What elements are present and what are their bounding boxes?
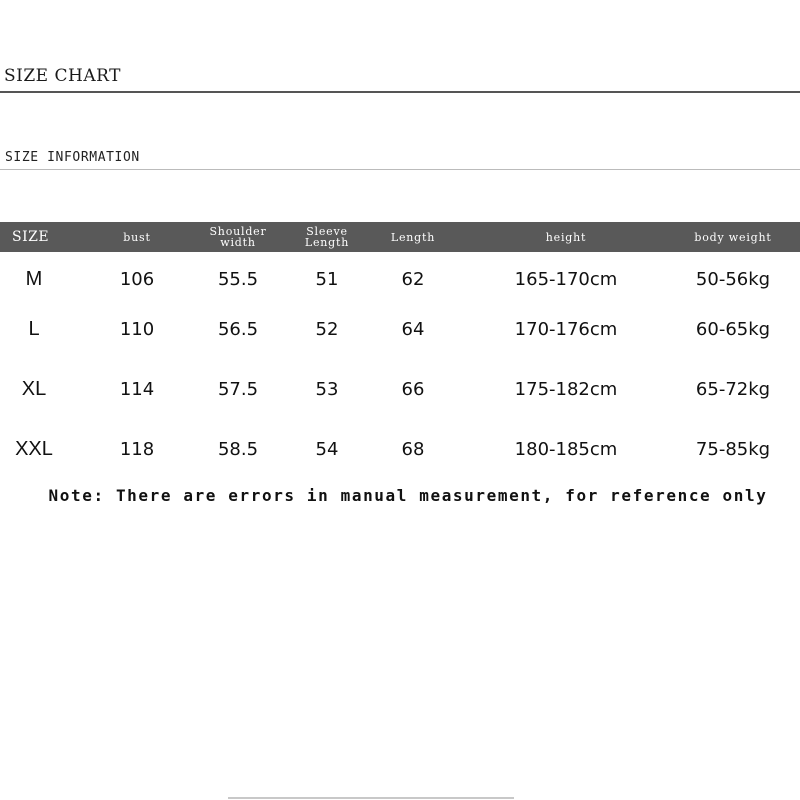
cell-length: 62 — [401, 268, 425, 290]
cell-body-weight: 75-85kg — [695, 438, 771, 460]
measurement-note: Note: There are errors in manual measurement, for reference only — [48, 486, 768, 505]
section-title: SIZE INFORMATION — [5, 150, 140, 165]
cell-sleeve-length: 54 — [315, 438, 339, 460]
cell-body-weight: 60-65kg — [695, 318, 771, 340]
cell-height: 170-176cm — [514, 318, 618, 340]
bottom-divider — [228, 797, 514, 799]
cell-sleeve-length: 51 — [315, 268, 339, 290]
cell-size: XL — [21, 377, 47, 400]
cell-bust: 110 — [119, 318, 155, 340]
header-sleeve-length: Sleeve Length — [304, 225, 350, 249]
cell-sleeve-length: 53 — [315, 378, 339, 400]
cell-length: 66 — [401, 378, 425, 400]
cell-height: 175-182cm — [514, 378, 618, 400]
cell-size: M — [25, 267, 43, 290]
page-title: SIZE CHART — [4, 66, 121, 86]
cell-sleeve-length: 52 — [315, 318, 339, 340]
cell-shoulder-width: 58.5 — [217, 438, 259, 460]
title-divider — [0, 91, 800, 93]
cell-shoulder-width: 56.5 — [217, 318, 259, 340]
cell-shoulder-width: 55.5 — [217, 268, 259, 290]
cell-height: 165-170cm — [514, 268, 618, 290]
cell-length: 64 — [401, 318, 425, 340]
cell-bust: 118 — [119, 438, 155, 460]
cell-shoulder-width: 57.5 — [217, 378, 259, 400]
header-size: SIZE — [12, 228, 50, 245]
header-height: height — [545, 230, 587, 244]
header-shoulder-width: Shoulder width — [209, 225, 267, 249]
cell-body-weight: 65-72kg — [695, 378, 771, 400]
header-body-weight: body weight — [694, 230, 772, 244]
section-divider — [0, 169, 800, 170]
cell-length: 68 — [401, 438, 425, 460]
cell-bust: 114 — [119, 378, 155, 400]
header-bust: bust — [123, 230, 151, 244]
cell-body-weight: 50-56kg — [695, 268, 771, 290]
cell-height: 180-185cm — [514, 438, 618, 460]
cell-size: XXL — [15, 437, 53, 460]
header-length: Length — [390, 230, 436, 244]
cell-size: L — [28, 317, 40, 340]
cell-bust: 106 — [119, 268, 155, 290]
